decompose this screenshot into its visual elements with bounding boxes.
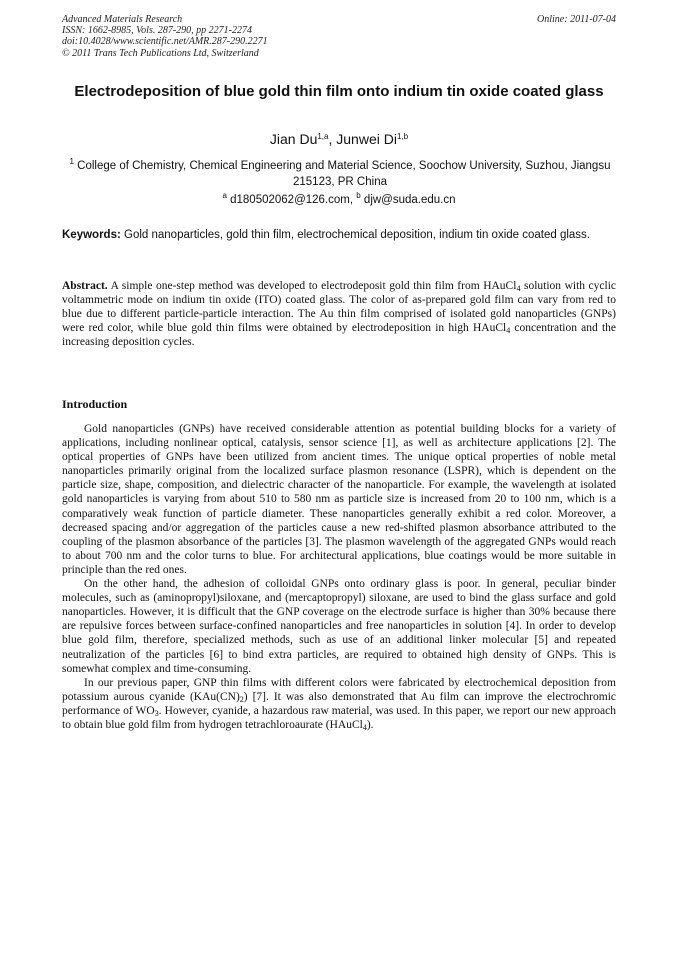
affiliation [66, 158, 614, 190]
paper-title: Electrodeposition of blue gold thin film onto indium tin oxide coated glass [74, 83, 604, 100]
subscript: 3 [154, 708, 159, 718]
subscript: 4 [506, 326, 511, 336]
email-address[interactable]: djw@suda.edu.cn [363, 194, 456, 206]
doi-line: doi:10.4028/www.scientific.net/AMR.287-290.2271 [62, 36, 268, 48]
author-list [62, 130, 616, 148]
affiliation-text: College of Chemistry, Chemical Engineering and Material Science, Soochow University, Suzhou, Jiangsu 215123, PR China [77, 160, 611, 188]
subscript: 2 [239, 694, 244, 704]
author-affil-mark: 1,a [317, 132, 329, 141]
subscript: 4 [362, 722, 367, 732]
abstract-label: Abstract. [62, 280, 108, 292]
issn-line: ISSN: 1662-8985, Vols. 287-290, pp 2271-2274 [62, 25, 252, 37]
paragraph: On the other hand, the adhesion of colloidal GNPs onto ordinary glass is poor. In general, peculiar binder molecules, such as (aminopropyl)siloxane, and (mercaptopropyl) siloxane, are used to bind the glass surface and gold nanoparticles. However, it is difficult that the GNP coverage on the electrode surface is higher than 30% because there are repulsive forces between surface-confined nanoparticles and free nanoparticles in solution [4]. In order to develop blue gold film, therefore, specialized methods, such as use of an additional linker molecular [5] and repeated neutralization of the particles [6] to bind extra particles, are required to obtained high density of GNPs. This is somewhat complex and time-consuming. [62, 578, 616, 675]
keywords [62, 228, 616, 244]
abstract-text: solution with cyclic voltammetric mode on indium tin oxide (ITO) coated glass. The color of as-prepared gold film can vary from red to blue due to different particle-particle interaction. The Au thin film comprised of isolated gold nanoparticles (GNPs) were red color, while blue gold thin films were obtained by electrodeposition in high HAuCl [62, 280, 617, 335]
paragraph [62, 676, 616, 732]
paragraph-text: ). [366, 718, 374, 731]
journal-header [62, 14, 616, 59]
author-name: Jian Du [269, 131, 318, 147]
email-separator: , [349, 194, 357, 206]
email-mark: b [356, 191, 361, 200]
affiliation-mark: 1 [69, 157, 74, 166]
author-affil-mark: 1,b [396, 132, 409, 141]
email-address[interactable]: d180502062@126.com [230, 194, 350, 206]
paragraph-text: In our previous paper, GNP thin films with different colors were fabricated by electrochemical deposition from potassium aurous cyanide (KAu(CN) [62, 676, 616, 703]
keywords-label: Keywords: [62, 229, 121, 241]
author-separator: , [328, 131, 337, 147]
email-mark: a [222, 191, 227, 200]
abstract [62, 279, 616, 349]
abstract-text: A simple one-step method was developed to electrodeposit gold thin film from HAuCl [110, 280, 517, 292]
subscript: 4 [516, 284, 521, 293]
keywords-text: Gold nanoparticles, gold thin film, electrochemical deposition, indium tin oxide coated glass. [124, 229, 591, 241]
paragraph-text: . However, cyanide, a hazardous raw material, was used. In this paper, we report our new approach to obtain blue gold film from hydrogen tetrachloroaurate (HAuCl [62, 704, 616, 731]
author-name: Junwei Di [336, 131, 397, 147]
email-line [62, 192, 616, 208]
abstract-text: concentration and the increasing deposition cycles. [62, 322, 616, 349]
section-heading: Introduction [62, 397, 128, 411]
introduction-body [62, 422, 616, 732]
paragraph: Gold nanoparticles (GNPs) have received considerable attention as potential building blocks for a variety of applications, including nonlinear optical, catalysis, sensor science [1], as well as architecture applications [2]. The optical properties of GNPs have been utilized from ancient times. The unique optical properties of noble metal nanoparticles primarily original from the localized surface plasmon resonance (LSPR), which is dependent on the particle size, shape, composition, and dielectric character of the nanoparticle. For example, the wavelength at isolated gold nanoparticles is varying from about 510 to 580 nm as particle size is increased from 20 to 100 nm, which is a comparatively weak function of particle diameter. These nanoparticles generally exhibit a red color. Moreover, a decreased spacing and/or aggregation of the particles cause a new red-shifted plasmon absorbance attributed to the coupling of the plasmon absorbance of the particles [3]. The plasmon wavelength of the aggregated GNPs would reach to about 700 nm and the color turns to blue. For architectural applications, blue coatings would be more suitable in principle than the red ones. [62, 423, 616, 576]
copyright-line: © 2011 Trans Tech Publications Ltd, Switzerland [62, 47, 259, 59]
journal-name: Advanced Materials Research [62, 14, 183, 25]
online-date: Online: 2011-07-04 [537, 14, 616, 25]
paragraph-text: ) [7]. It was also demonstrated that Au film can improve the electrochromic performance of WO [62, 690, 616, 717]
